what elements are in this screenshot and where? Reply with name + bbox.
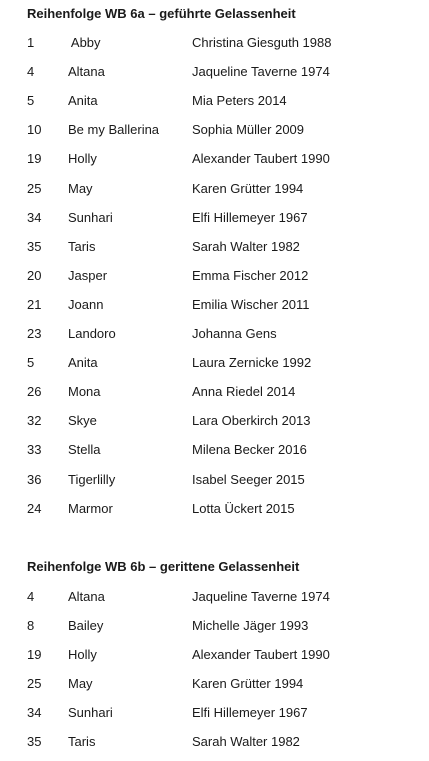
list-row <box>0 296 429 314</box>
rider-name: Sophia Müller 2009 <box>192 122 305 137</box>
start-number: 1 <box>27 35 35 50</box>
rider-name: Johanna Gens <box>192 326 277 341</box>
horse-name: Altana <box>68 64 105 79</box>
list-row <box>0 704 429 722</box>
horse-name: Landoro <box>68 326 116 341</box>
rider-name: Alexander Taubert 1990 <box>192 151 330 166</box>
start-number: 25 <box>27 676 42 691</box>
start-number: 8 <box>27 618 35 633</box>
start-number: 25 <box>27 181 42 196</box>
section-title-wb6b: Reihenfolge WB 6b – gerittene Gelassenheit <box>27 559 300 574</box>
list-row <box>0 471 429 489</box>
rider-name: Karen Grütter 1994 <box>192 181 304 196</box>
horse-name: Bailey <box>68 618 104 633</box>
rider-name: Sarah Walter 1982 <box>192 734 300 749</box>
horse-name: Marmor <box>68 501 113 516</box>
start-number: 20 <box>27 268 42 283</box>
rider-name: Elfi Hillemeyer 1967 <box>192 210 308 225</box>
list-row <box>0 92 429 110</box>
rider-name: Laura Zernicke 1992 <box>192 355 312 370</box>
start-number: 5 <box>27 93 35 108</box>
list-row <box>0 267 429 285</box>
rider-name: Lotta Ückert 2015 <box>192 501 295 516</box>
rider-name: Elfi Hillemeyer 1967 <box>192 705 308 720</box>
list-row <box>0 354 429 372</box>
list-row <box>0 325 429 343</box>
horse-name: Skye <box>68 413 97 428</box>
list-row <box>0 675 429 693</box>
start-number: 34 <box>27 210 42 225</box>
start-number: 35 <box>27 239 42 254</box>
start-number: 5 <box>27 355 35 370</box>
horse-name: Tigerlilly <box>68 472 116 487</box>
horse-name: Mona <box>68 384 101 399</box>
rider-name: Alexander Taubert 1990 <box>192 647 330 662</box>
rider-name: Sarah Walter 1982 <box>192 239 300 254</box>
list-row <box>0 588 429 606</box>
start-number: 34 <box>27 705 42 720</box>
horse-name: Anita <box>68 93 98 108</box>
start-number: 23 <box>27 326 42 341</box>
start-number: 21 <box>27 297 42 312</box>
list-row <box>0 150 429 168</box>
start-number: 36 <box>27 472 42 487</box>
horse-name: Holly <box>68 647 97 662</box>
list-row <box>0 646 429 664</box>
list-row <box>0 209 429 227</box>
rider-name: Lara Oberkirch 2013 <box>192 413 311 428</box>
horse-name: May <box>68 676 93 691</box>
horse-name: Anita <box>68 355 98 370</box>
section-title-wb6a: Reihenfolge WB 6a – geführte Gelassenheit <box>27 6 296 21</box>
list-row <box>0 617 429 635</box>
list-row <box>0 34 429 52</box>
list-row <box>0 500 429 518</box>
horse-name: Be my Ballerina <box>68 122 160 137</box>
rider-name: Jaqueline Taverne 1974 <box>192 589 330 604</box>
start-number: 4 <box>27 64 35 79</box>
rider-name: Mia Peters 2014 <box>192 93 287 108</box>
horse-name: Joann <box>68 297 104 312</box>
list-row <box>0 63 429 81</box>
start-number: 24 <box>27 501 42 516</box>
rider-name: Christina Giesguth 1988 <box>192 35 332 50</box>
horse-name: Stella <box>68 442 101 457</box>
rider-name: Emilia Wischer 2011 <box>192 297 310 312</box>
list-row <box>0 238 429 256</box>
start-number: 33 <box>27 442 42 457</box>
start-number: 19 <box>27 647 42 662</box>
horse-name: Abby <box>68 35 101 50</box>
horse-name: Altana <box>68 589 105 604</box>
rider-name: Isabel Seeger 2015 <box>192 472 305 487</box>
horse-name: May <box>68 181 93 196</box>
horse-name: Taris <box>68 239 96 254</box>
rider-name: Michelle Jäger 1993 <box>192 618 309 633</box>
rider-name: Jaqueline Taverne 1974 <box>192 64 330 79</box>
start-number: 35 <box>27 734 42 749</box>
list-row <box>0 441 429 459</box>
list-row <box>0 383 429 401</box>
horse-name: Jasper <box>68 268 108 283</box>
list-row <box>0 121 429 139</box>
list-row <box>0 180 429 198</box>
horse-name: Sunhari <box>68 705 113 720</box>
rider-name: Emma Fischer 2012 <box>192 268 309 283</box>
start-number: 19 <box>27 151 42 166</box>
horse-name: Holly <box>68 151 97 166</box>
start-number: 26 <box>27 384 42 399</box>
horse-name: Sunhari <box>68 210 113 225</box>
rider-name: Anna Riedel 2014 <box>192 384 296 399</box>
list-row <box>0 412 429 430</box>
rider-name: Milena Becker 2016 <box>192 442 307 457</box>
list-row <box>0 733 429 751</box>
start-number: 10 <box>27 122 42 137</box>
horse-name: Taris <box>68 734 96 749</box>
start-number: 32 <box>27 413 42 428</box>
rider-name: Karen Grütter 1994 <box>192 676 304 691</box>
start-number: 4 <box>27 589 35 604</box>
